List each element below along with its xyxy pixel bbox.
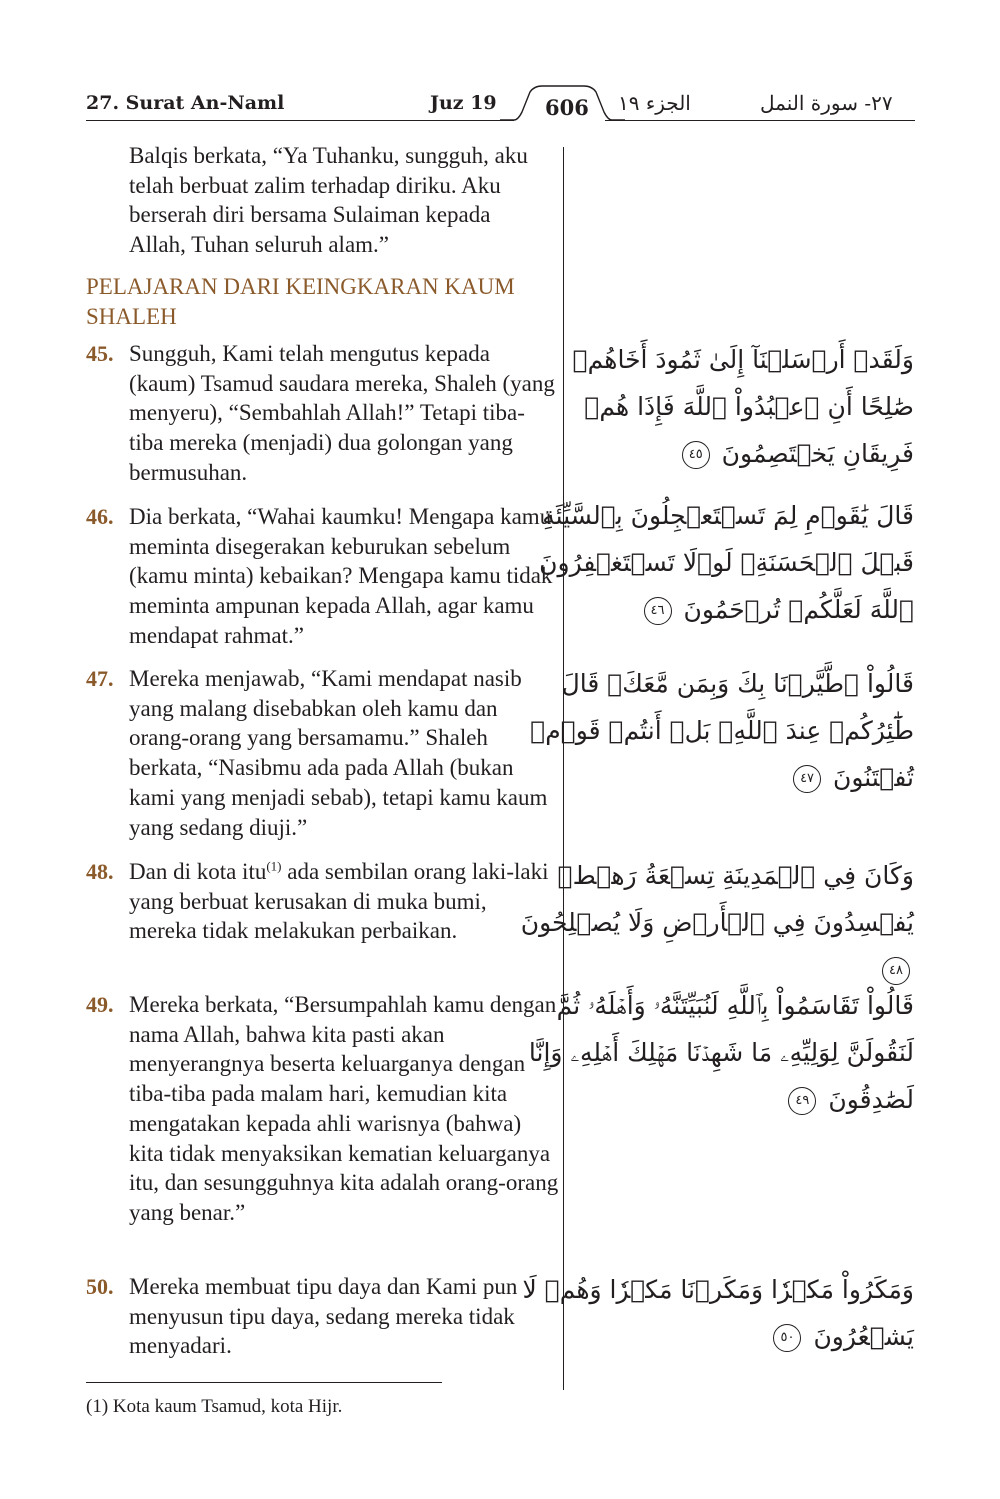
arabic-text: وَمَكَرُواْ مَكۡرٗا وَمَكَرۡنَا مَكۡرٗا وَهُمۡ لَا يَشۡعُرُونَ	[522, 1275, 914, 1351]
header-juz-arabic: الجزء ١٩	[618, 91, 691, 115]
verse-translation: Mereka membuat tipu daya dan Kami pun menyusun tipu daya, sedang mereka tidak menyadari.	[129, 1274, 518, 1359]
ayah-number-marker: ٤٥	[682, 441, 710, 469]
arabic-text: قَالُواْ ٱطَّيَّرۡنَا بِكَ وَبِمَن مَّعَكَۚ قَالَ طَٰٓئِرُكُمۡ عِندَ ٱللَّهِۖ بَلۡ أَنتُمۡ قَوۡمٞ تُفۡتَنُونَ	[530, 669, 914, 792]
header-juz-latin: Juz 19	[430, 92, 497, 114]
page-number: 606	[545, 95, 589, 120]
footnote-rule	[86, 1382, 442, 1383]
header-rule-right	[605, 120, 915, 121]
arabic-text: قَالَ يَٰقَوۡمِ لِمَ تَسۡتَعۡجِلُونَ بِٱلسَّيِّئَةِ قَبۡلَ ٱلۡحَسَنَةِۖ لَوۡلَا تَسۡتَغۡفِرُونَ ٱللَّهَ لَعَلَّكُمۡ تُرۡحَمُونَ	[539, 501, 914, 624]
ayah-number-marker: ٤٨	[882, 957, 910, 985]
verse-arabic	[514, 336, 914, 477]
verse-arabic	[514, 1266, 914, 1360]
verse-number: 46.	[86, 504, 114, 529]
header-rule-left	[86, 120, 514, 121]
verse-arabic	[514, 982, 914, 1123]
verse-number: 47.	[86, 666, 114, 691]
arabic-text: وَلَقَدۡ أَرۡسَلۡنَآ إِلَىٰ ثَمُودَ أَخَاهُمۡ صَٰلِحًا أَنِ ٱعۡبُدُواْ ٱللَّهَ فَإِذَا هُمۡ فَرِيقَانِ يَخۡتَصِمُونَ	[572, 345, 914, 468]
translation-part: Dan di kota itu	[129, 859, 267, 884]
verse-number: 49.	[86, 992, 114, 1017]
section-heading: PELAJARAN DARI KEINGKARAN KAUM SHALEH	[86, 274, 515, 329]
ayah-number-marker: ٥٠	[773, 1324, 801, 1352]
translation-part: ada sembilan orang laki-laki yang berbuat kerusakan di muka bumi, mereka tidak melakukan perbaikan.	[129, 859, 549, 944]
header-surah-arabic: ٢٧- سورة النمل	[760, 91, 893, 115]
verse-arabic	[514, 492, 914, 633]
arabic-text: قَالُواْ تَقَاسَمُواْ بِٱللَّهِ لَنُبَيِّتَنَّهُۥ وَأَهۡلَهُۥ ثُمَّ لَنَقُولَنَّ لِوَلِيِّهِۦ مَا شَهِدۡنَا مَهۡلِكَ أَهۡلِهِۦ وَإِنَّا لَصَٰدِقُونَ	[528, 991, 914, 1114]
ayah-number-marker: ٤٦	[644, 597, 672, 625]
verse-number: 48.	[86, 859, 114, 884]
verse-arabic	[514, 852, 914, 993]
arabic-text: وَكَانَ فِي ٱلۡمَدِينَةِ تِسۡعَةُ رَهۡطٖ يُفۡسِدُونَ فِي ٱلۡأَرۡضِ وَلَا يُصۡلِحُونَ	[520, 861, 914, 937]
intro-translation: Balqis berkata, “Ya Tuhanku, sungguh, aku telah berbuat zalim terhadap diriku. Aku berserah diri bersama Sulaiman kepada Allah, Tuhan seluruh alam.”	[129, 143, 528, 258]
footnote: (1) Kota kaum Tsamud, kota Hijr.	[86, 1396, 343, 1417]
verse-translation	[129, 857, 559, 946]
verse-number: 50.	[86, 1274, 114, 1299]
verse-translation: Sungguh, Kami telah mengutus kepada (kaum) Tsamud saudara mereka, Shaleh (yang menyeru), “Sembahlah Allah!” Tetapi tiba-tiba mereka (menjadi) dua golongan yang bermusuhan.	[129, 341, 555, 485]
header-surah-latin: 27. Surat An-Naml	[86, 92, 285, 114]
verse-translation: Mereka menjawab, “Kami mendapat nasib yang malang disebabkan oleh kamu dan orang-orang yang bersamamu.” Shaleh berkata, “Nasibmu ada pada Allah (bukan kami yang menjadi sebab), tetapi kamu kaum yang sedang diuji.”	[129, 666, 548, 840]
footnote-marker[interactable]: (1)	[266, 858, 282, 874]
ayah-number-marker: ٤٩	[788, 1087, 816, 1115]
ayah-number-marker: ٤٧	[793, 765, 821, 793]
verse-translation: Dia berkata, “Wahai kaumku! Mengapa kamu meminta disegerakan keburukan sebelum (kamu minta) kebaikan? Mengapa kamu tidak meminta ampunan kepada Allah, agar kamu mendapat rahmat.”	[129, 504, 553, 648]
verse-translation: Mereka berkata, “Bersumpahlah kamu dengan nama Allah, bahwa kita pasti akan menyerangnya beserta keluarganya dengan tiba-tiba pada malam hari, kemudian kita mengatakan kepada ahli warisnya (bahwa) kita tidak menyaksikan kematian keluarganya itu, dan sesungguhnya kita adalah orang-orang yang benar.”	[129, 992, 559, 1225]
verse-arabic	[514, 660, 914, 801]
verse-number: 45.	[86, 341, 114, 366]
